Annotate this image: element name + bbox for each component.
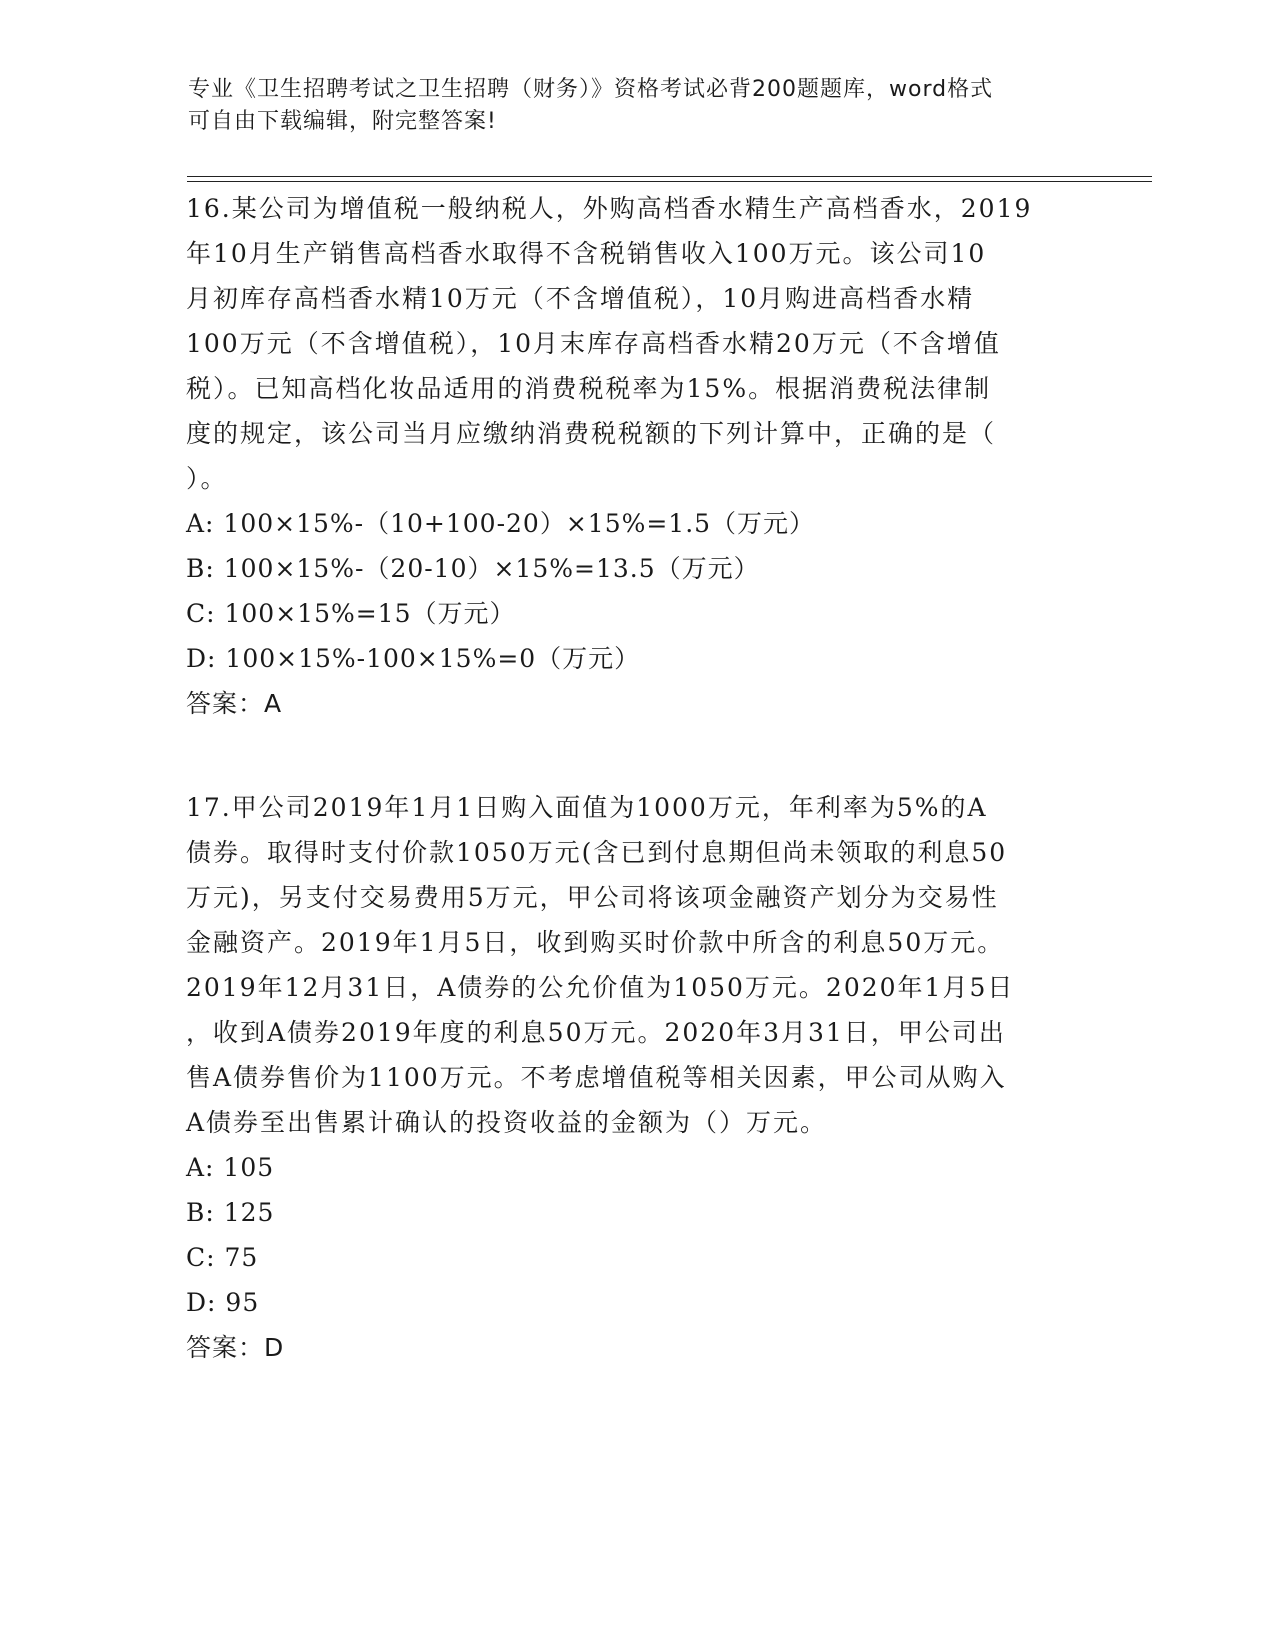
question-text-line: 金融资产。2019年1月5日，收到购买时价款中所含的利息50万元。 [186, 928, 1005, 957]
option-b: B: 100×15%-（20-10）×15%=13.5（万元） [186, 554, 760, 583]
question-text-line: 税）。已知高档化妆品适用的消费税税率为15%。根据消费税法律制 [186, 374, 992, 403]
question-stem [186, 785, 1086, 1145]
option-a: A: 105 [186, 1153, 275, 1182]
header-divider-bottom [187, 181, 1152, 182]
question-text-line: 售A债券售价为1100万元。不考虑增值税等相关因素，甲公司从购入 [186, 1063, 1007, 1092]
question-text-line: 100万元（不含增值税），10月末库存高档香水精20万元（不含增值 [186, 329, 1001, 358]
document-header [188, 74, 1068, 138]
option-a: A: 100×15%-（10+100-20）×15%=1.5（万元） [186, 509, 816, 538]
option-d: D: 100×15%-100×15%=0（万元） [186, 644, 641, 673]
question-text-line: 16.某公司为增值税一般纳税人，外购高档香水精生产高档香水，2019 [186, 194, 1033, 223]
option-d: D: 95 [186, 1288, 260, 1317]
question-text-line: 债券。取得时支付价款1050万元(含已到付息期但尚未领取的利息50 [186, 838, 1008, 867]
question-text-line: 万元)，另支付交易费用5万元，甲公司将该项金融资产划分为交易性 [186, 883, 999, 912]
question-text-line: ）。 [186, 464, 228, 493]
header-divider-top [187, 176, 1152, 177]
question-list [186, 186, 1086, 1370]
question-text-line: 年10月生产销售高档香水取得不含税销售收入100万元。该公司10 [186, 239, 987, 268]
answer-label: 答案：D [186, 1333, 285, 1362]
option-c: C: 75 [186, 1243, 259, 1272]
question-text-line: 月初库存高档香水精10万元（不含增值税），10月购进高档香水精 [186, 284, 975, 313]
question-text-line: ，收到A债券2019年度的利息50万元。2020年3月31日，甲公司出 [186, 1018, 1006, 1047]
answer-label: 答案：A [186, 689, 283, 718]
header-title-line-1: 专业《卫生招聘考试之卫生招聘（财务）》资格考试必背200题题库，word格式 [188, 77, 994, 102]
question-17 [186, 785, 1086, 1370]
question-text-line: 2019年12月31日，A债券的公允价值为1050万元。2020年1月5日 [186, 973, 1015, 1002]
question-text-line: A债券至出售累计确认的投资收益的金额为（）万元。 [186, 1108, 828, 1137]
question-spacer [186, 726, 1086, 785]
question-text-line: 17.甲公司2019年1月1日购入面值为1000万元，年利率为5%的A [186, 793, 988, 822]
header-title-line-2: 可自由下载编辑，附完整答案! [188, 109, 497, 134]
option-c: C: 100×15%=15（万元） [186, 599, 516, 628]
question-text-line: 度的规定，该公司当月应缴纳消费税税额的下列计算中，正确的是（ [186, 419, 997, 448]
question-stem [186, 186, 1086, 501]
option-b: B: 125 [186, 1198, 275, 1227]
question-16 [186, 186, 1086, 726]
